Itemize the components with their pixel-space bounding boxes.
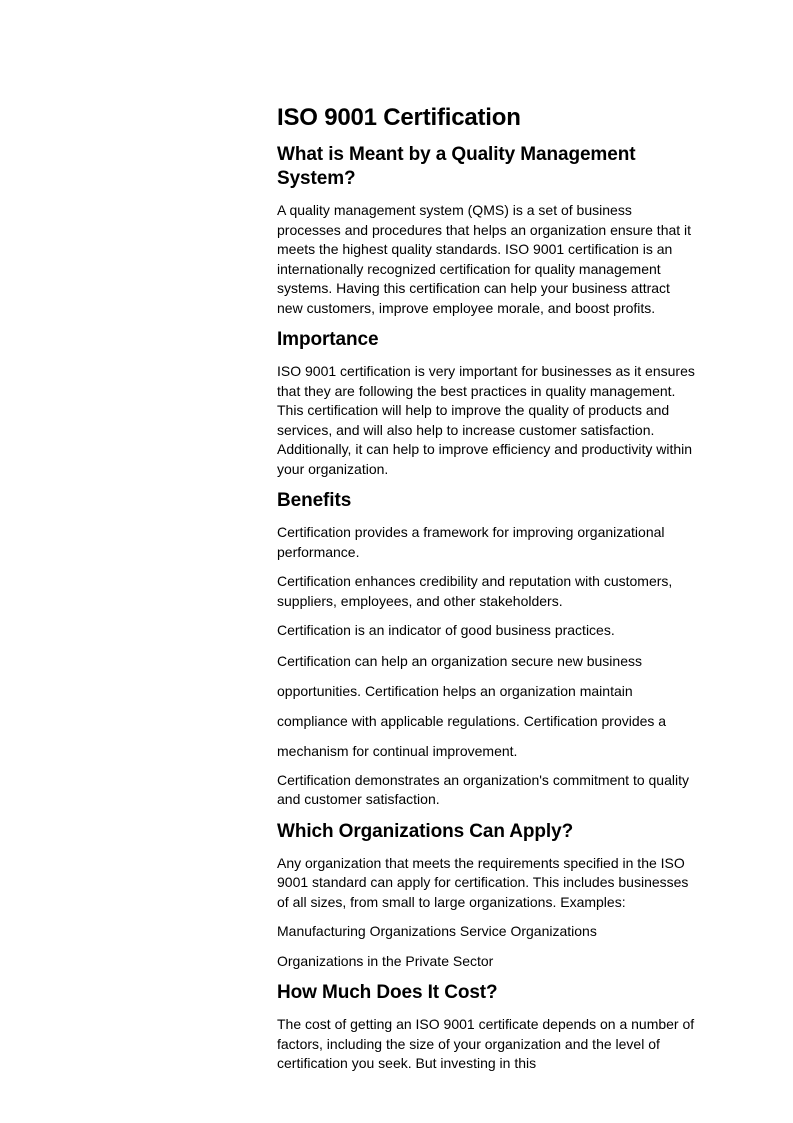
importance-heading: Importance [277, 329, 379, 350]
benefits-paragraph-2: Certification enhances credibility and reputation with customers, suppliers, employees, and other stakeholders. [277, 573, 673, 609]
qms-heading: What is Meant by a Quality Management System? [277, 144, 636, 189]
cost-paragraph: The cost of getting an ISO 9001 certificate depends on a number of factors, including the size of your organization and the level of certification you seek. But investing in this [277, 1016, 695, 1071]
document-title: ISO 9001 Certification [277, 104, 521, 131]
apply-paragraph-1: Any organization that meets the requirements specified in the ISO 9001 standard can apply for certification. This includes businesses of all sizes, from small to large organizations. Examples: [277, 854, 689, 910]
apply-heading: Which Organizations Can Apply? [277, 820, 574, 842]
benefits-paragraph-1: Certification provides a framework for improving organizational performance. [277, 524, 665, 560]
cost-heading: How Much Does It Cost? [277, 982, 498, 1003]
benefits-paragraph-3: Certification is an indicator of good business practices. [277, 622, 615, 638]
benefits-paragraph-4: Certification can help an organization secure new business opportunities. Certification helps an organization maintain compliance with applicable regulations. Certification provides a mechanism for continual improvement. [277, 652, 667, 759]
qms-paragraph: A quality management system (QMS) is a set of business processes and procedures that helps an organization ensure that it meets the highest quality standards. ISO 9001 certification is an internationally recognized certification for quality management systems. Having this certification can help your business attract new customers, improve employee morale, and boost profits. [277, 202, 692, 316]
apply-paragraph-3: Organizations in the Private Sector [277, 952, 494, 969]
benefits-paragraph-5: Certification demonstrates an organization's commitment to quality and customer satisfaction. [277, 771, 689, 807]
document-body [277, 102, 697, 1084]
importance-paragraph: ISO 9001 certification is very important for businesses as it ensures that they are following the best practices in quality management. This certification will help to improve the quality of products and services, and will also help to increase customer satisfaction. Additionally, it can help to improve efficiency and productivity within your organization. [277, 363, 695, 477]
benefits-heading: Benefits [277, 490, 352, 511]
apply-paragraph-2: Manufacturing Organizations Service Organizations [277, 923, 597, 939]
